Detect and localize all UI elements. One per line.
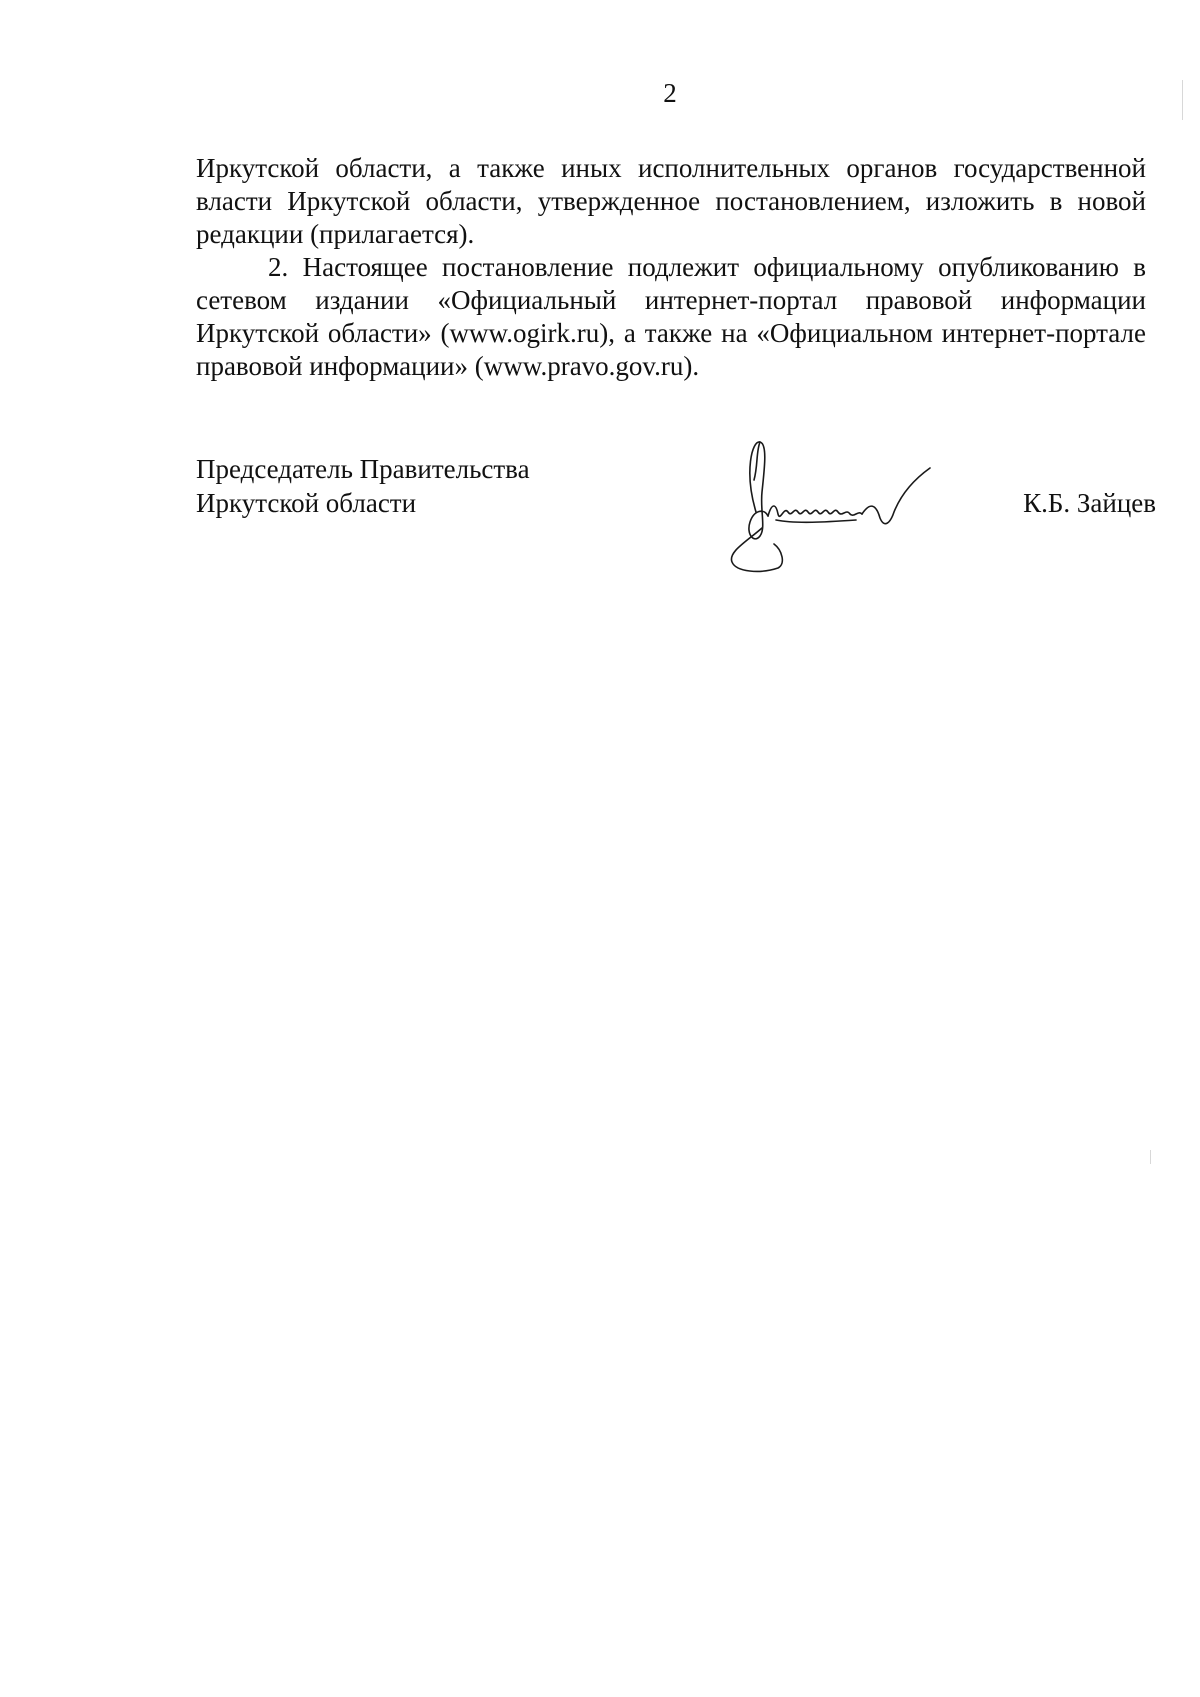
scan-artifact-line (1150, 1150, 1151, 1164)
paragraph-publication: 2. Настоящее постановление подлежит официальному опубликованию в сетевом издании «Официальный интернет-портал правовой информации Иркутской области» (www.ogirk.ru), а также на «Официальном интернет-портале правовой информации» (www.pravo.gov.ru). (196, 252, 1146, 381)
scan-artifact-line (1182, 80, 1183, 120)
signer-title-line-1: Председатель Правительства (196, 454, 530, 484)
body-text (196, 152, 1146, 383)
handwritten-signature-icon (716, 432, 976, 582)
signer-name: К.Б. Зайцев (1023, 488, 1156, 518)
signature-block (196, 452, 1156, 592)
page-number: 2 (663, 78, 677, 108)
paragraph-continuation: Иркутской области, а также иных исполнительных органов государственной власти Иркутской области, утвержденное постановлением, изложить в новой редакции (прилагается). (196, 153, 1146, 249)
signer-title (196, 452, 530, 520)
signer-title-line-2: Иркутской области (196, 488, 417, 518)
